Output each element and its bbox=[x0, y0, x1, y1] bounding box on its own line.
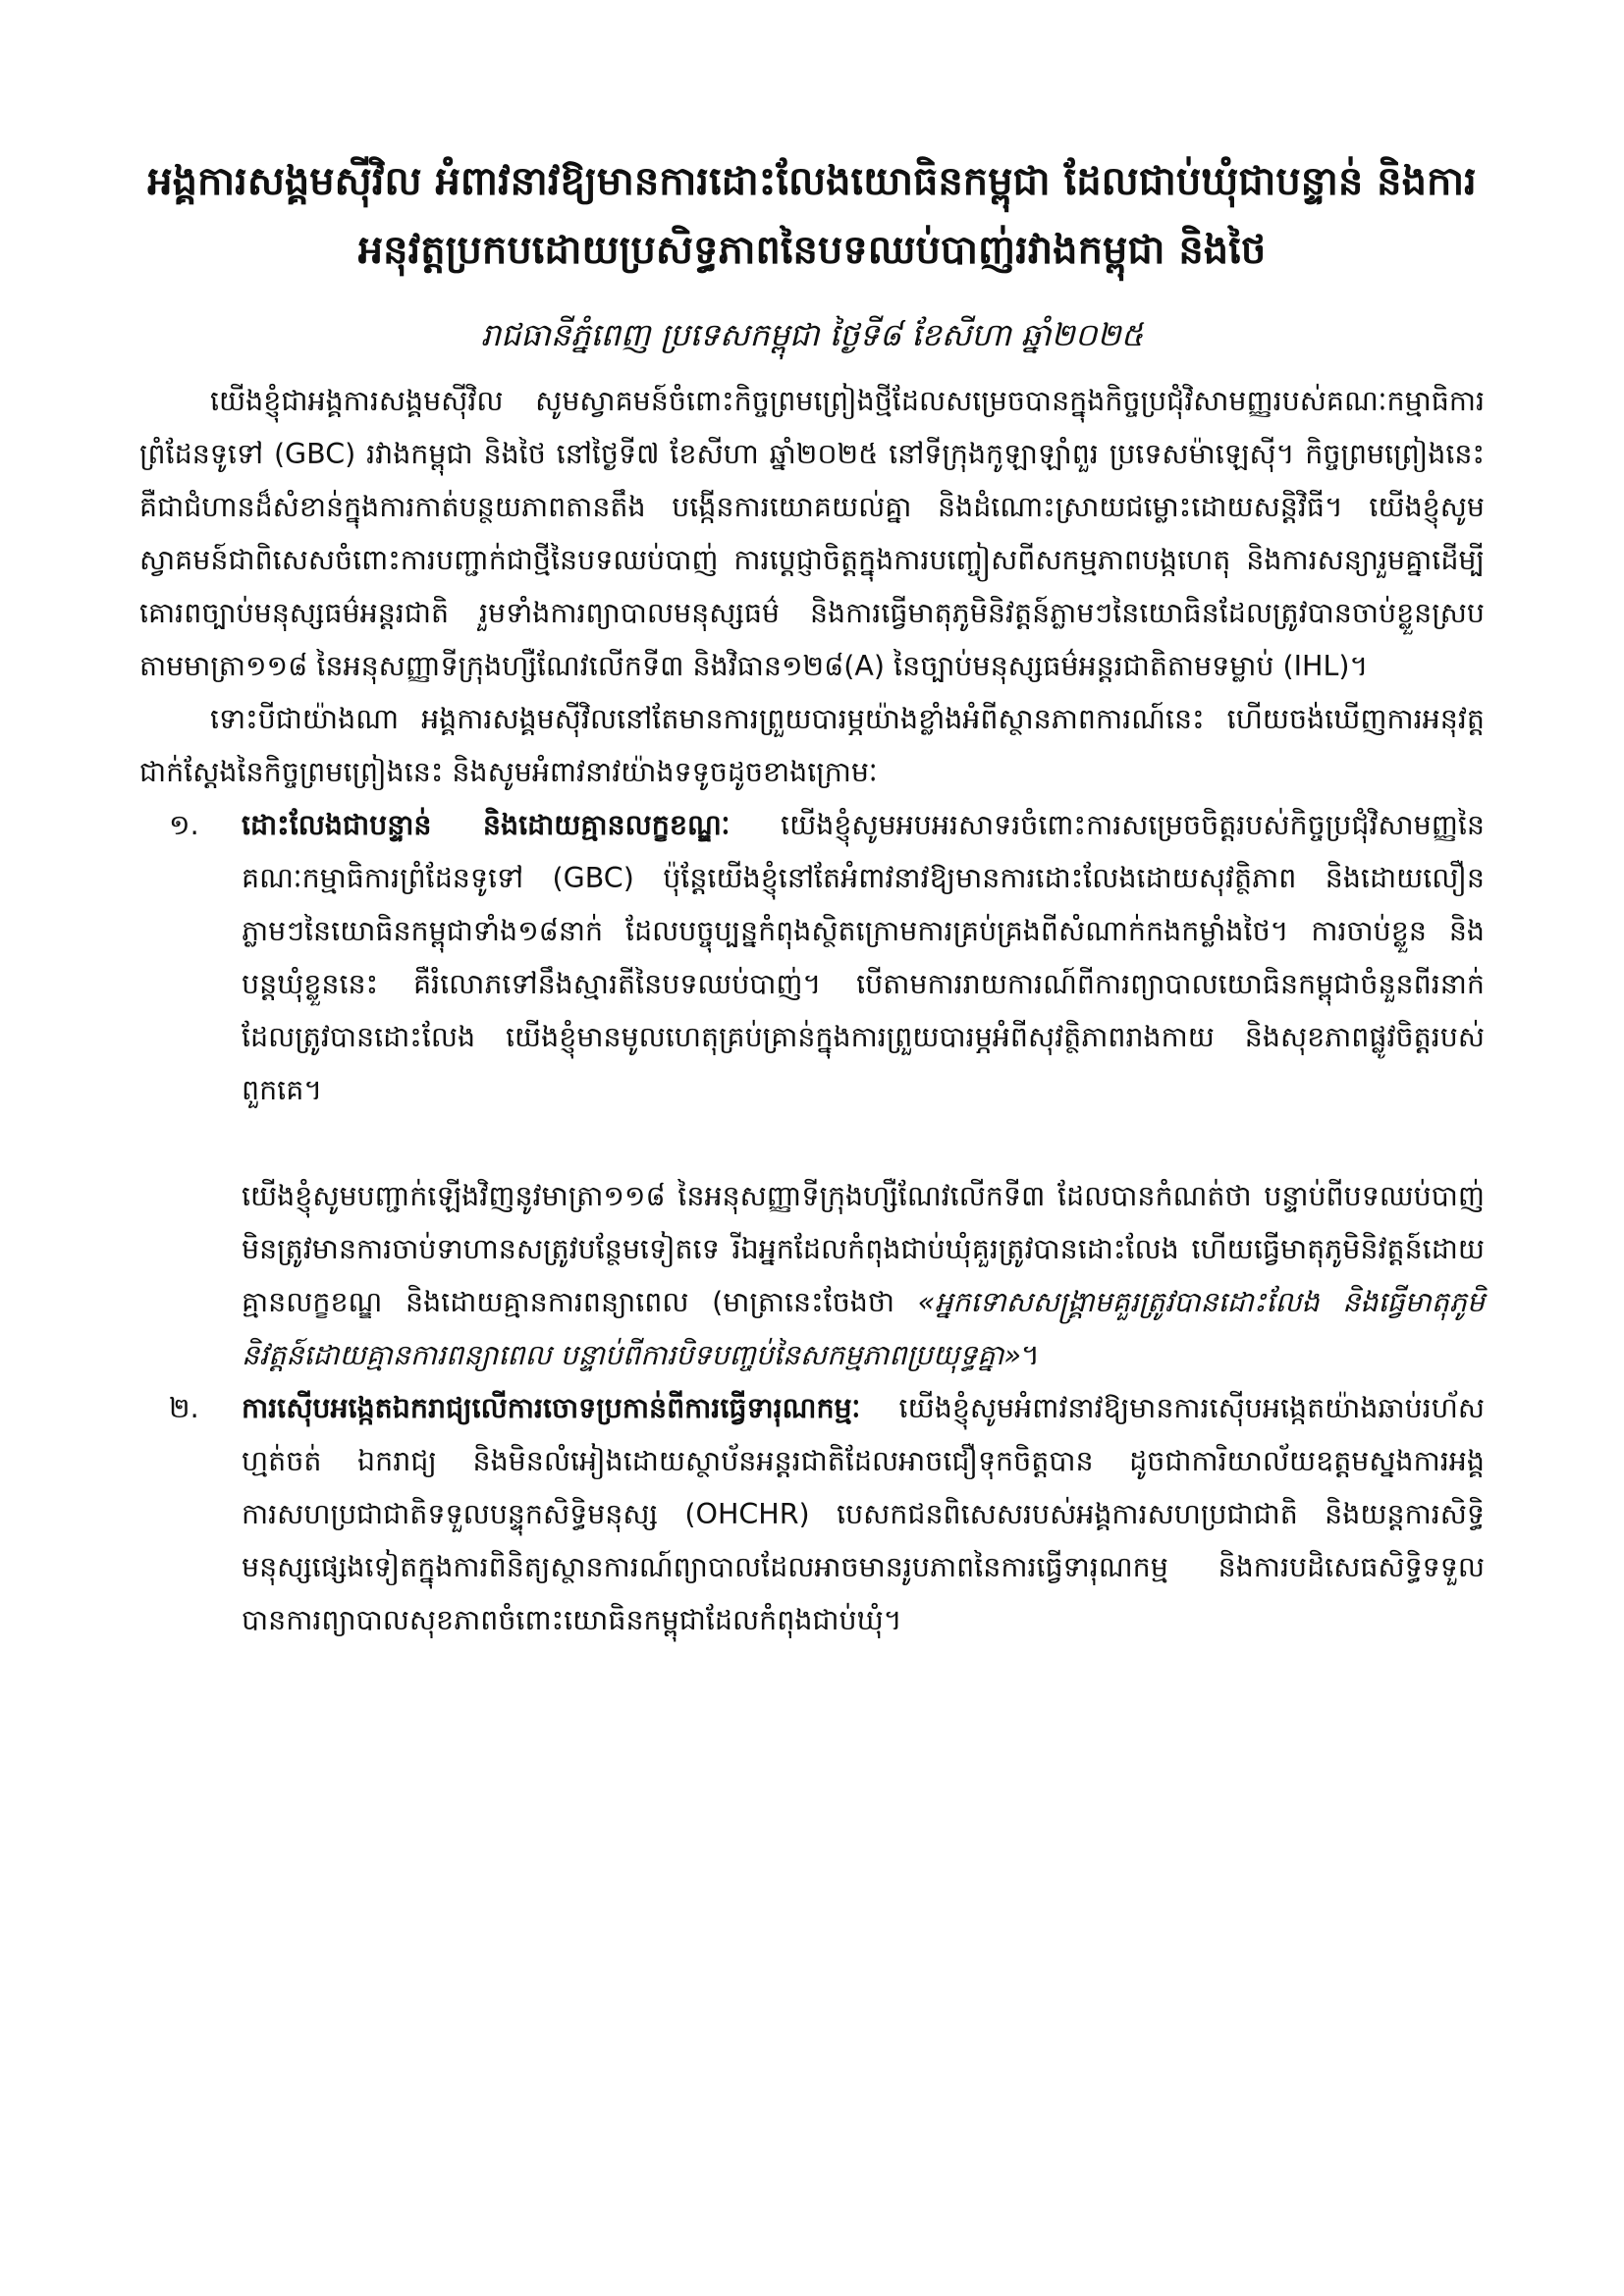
list-item-text: យើងខ្ញុំសូមអបអរសាទរចំពោះការសម្រេចចិត្តរបស់កិច្ចប្រជុំវិសាមញ្ញនៃគណៈកម្មាធិការព្រំដែនទូទៅ (GBC) ប៉ុន្តែយើងខ្ញុំនៅតែអំពាវនាវឱ្យមានការដោះលែងដោយសុវត្ថិភាព និងដោយលឿនភ្លាមៗនៃយោធិនកម្ពុជាទាំង១៨នាក់ ដែលបច្ចុប្បន្នកំពុងស្ថិតក្រោមការគ្រប់គ្រងពីសំណាក់កងកម្លាំងថៃ។ ការចាប់ខ្លួន និងបន្តឃុំខ្លួននេះ គឺរំលោភទៅនឹងស្មារតីនៃបទឈប់បាញ់។ បើតាមការរាយការណ៍ពីការព្យាបាលយោធិនកម្ពុជាចំនួនពីរនាក់ដែលត្រូវបានដោះលែង យើងខ្ញុំមានមូលហេតុគ្រប់គ្រាន់ក្នុងការព្រួយបារម្ភអំពីសុវត្ថិភាពរាងកាយ និងសុខភាពផ្លូវចិត្តរបស់ពួកគេ។ bbox=[242, 809, 1485, 1106]
spacer bbox=[242, 1117, 1485, 1170]
list-item-body bbox=[242, 799, 1485, 1382]
concern-paragraph: ទោះបីជាយ៉ាងណា អង្គការសង្គមស៊ីវិលនៅតែមានការព្រួយបារម្ភយ៉ាងខ្លាំងអំពីស្ថានភាពការណ៍នេះ ហើយចង់ឃើញការអនុវត្តជាក់ស្តែងនៃកិច្ចព្រមព្រៀងនេះ និងសូមអំពាវនាវយ៉ាងទទូចដូចខាងក្រោមៈ bbox=[139, 703, 1485, 788]
dateline: រាជធានីភ្នំពេញ ប្រទេសកម្ពុជា ថ្ងៃទី៨ ខែសីហា ឆ្នាំ២០២៥ bbox=[480, 316, 1144, 353]
list-item-body bbox=[242, 1382, 1485, 1647]
document-title: អង្គការសង្គមស៊ីវិល អំពាវនាវឱ្យមានការដោះលែងយោធិនកម្ពុជា ដែលជាប់ឃុំជាបន្ទាន់ និងការអនុវត្តប្រកបដោយប្រសិទ្ធភាពនៃបទឈប់បាញ់រវាងកម្ពុជា និងថៃ bbox=[147, 159, 1477, 273]
list-item-number: ២. bbox=[169, 1392, 199, 1424]
list-item-paragraph bbox=[242, 1382, 1485, 1647]
demands-list bbox=[139, 799, 1485, 1647]
list-item bbox=[139, 799, 1485, 1382]
list-item-heading: ដោះលែងជាបន្ទាន់ និងដោយគ្មានលក្ខខណ្ឌៈ bbox=[242, 809, 731, 841]
list-item-number: ១. bbox=[169, 809, 199, 841]
list-item-text: យើងខ្ញុំសូមអំពាវនាវឱ្យមានការស៊ើបអង្កេតយ៉ាងឆាប់រហ័ស ហ្មត់ចត់ ឯករាជ្យ និងមិនលំអៀងដោយស្ថាប័នអន្តរជាតិដែលអាចជឿទុកចិត្តបាន ដូចជាការិយាល័យឧត្តមស្នងការអង្គការសហប្រជាជាតិទទួលបន្ទុកសិទ្ធិមនុស្ស (OHCHR) បេសកជនពិសេសរបស់អង្គការសហប្រជាជាតិ និងយន្តការសិទ្ធិមនុស្សផ្សេងទៀតក្នុងការពិនិត្យស្ថានការណ៍ព្យាបាលដែលអាចមានរូបភាពនៃការធ្វើទារុណកម្ម និងការបដិសេធសិទ្ធិទទួលបានការព្យាបាលសុខភាពចំពោះយោធិនកម្ពុជាដែលកំពុងជាប់ឃុំ។ bbox=[242, 1392, 1485, 1636]
article-quote: «អ្នកទោសសង្គ្រាមគួរត្រូវបានដោះលែង និងធ្វើមាតុភូមិនិវត្តន៍ដោយគ្មានការពន្យាពេល បន្ទាប់ពីការបិទបញ្ចប់នៃសកម្មភាពប្រយុទ្ធគ្នា» bbox=[242, 1286, 1485, 1371]
followup-text: យើងខ្ញុំសូមបញ្ជាក់ឡើងវិញនូវមាត្រា១១៨ នៃអនុសញ្ញាទីក្រុងហ្សឺណែវលើកទី៣ ដែលបានកំណត់ថា បន្ទាប់ពីបទឈប់បាញ់ មិនត្រូវមានការចាប់ទាហានសត្រូវបន្ថែមទៀតទេ រីឯអ្នកដែលកំពុងជាប់ឃុំគួរត្រូវបានដោះលែង ហើយធ្វើមាតុភូមិនិវត្តន៍ដោយគ្មានលក្ខខណ្ឌ និងដោយគ្មានការពន្យាពេល (មាត្រានេះចែងថា bbox=[242, 1180, 1485, 1318]
intro-paragraph: យើងខ្ញុំជាអង្គការសង្គមស៊ីវិល សូមស្វាគមន៍ចំពោះកិច្ចព្រមព្រៀងថ្មីដែលសម្រេចបានក្នុងកិច្ចប្រជុំវិសាមញ្ញរបស់គណៈកម្មាធិការព្រំដែនទូទៅ (GBC) រវាងកម្ពុជា និងថៃ នៅថ្ងៃទី៧ ខែសីហា ឆ្នាំ២០២៥ នៅទីក្រុងកូឡាឡាំពួរ ប្រទេសម៉ាឡេស៊ី។ កិច្ចព្រមព្រៀងនេះគឺជាជំហានដ៏សំខាន់ក្នុងការកាត់បន្ថយភាពតានតឹង បង្កើនការយោគយល់គ្នា និងដំណោះស្រាយជម្លោះដោយសន្តិវិធី។ យើងខ្ញុំសូមស្វាគមន៍ជាពិសេសចំពោះការបញ្ជាក់ជាថ្មីនៃបទឈប់បាញ់ ការប្តេជ្ញាចិត្តក្នុងការបញ្ចៀសពីសកម្មភាពបង្កហេតុ និងការសន្យារួមគ្នាដើម្បីគោរពច្បាប់មនុស្សធម៌អន្តរជាតិ រួមទាំងការព្យាបាលមនុស្សធម៌ និងការធ្វើមាតុភូមិនិវត្តន៍ភ្លាមៗនៃយោធិនដែលត្រូវបានចាប់ខ្លួនស្របតាមមាត្រា១១៨ នៃអនុសញ្ញាទីក្រុងហ្សឺណែវលើកទី៣ និងវិធាន១២៨(A) នៃច្បាប់មនុស្សធម៌អន្តរជាតិតាមទម្លាប់ (IHL)។ bbox=[139, 385, 1485, 682]
list-item-followup bbox=[242, 1170, 1485, 1382]
list-item bbox=[139, 1382, 1485, 1647]
list-item-paragraph bbox=[242, 799, 1485, 1117]
followup-end: ។ bbox=[1020, 1339, 1040, 1371]
list-item-heading: ការស៊ើបអង្កេតឯករាជ្យលើការចោទប្រកាន់ពីការធ្វើទារុណកម្មៈ bbox=[242, 1392, 861, 1424]
